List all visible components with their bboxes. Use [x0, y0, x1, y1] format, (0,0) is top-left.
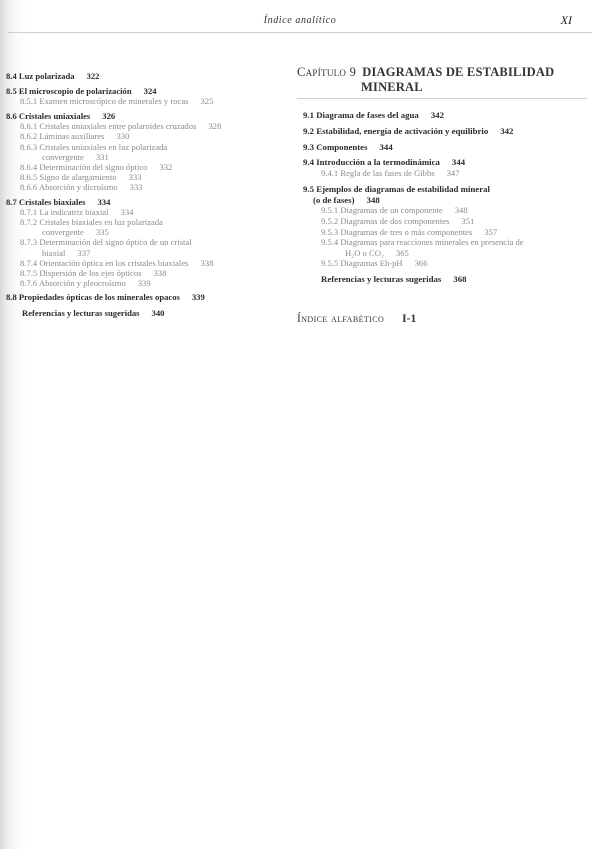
left-column-toc	[6, 66, 282, 318]
references-entry	[297, 275, 587, 284]
toc-entry	[297, 169, 587, 178]
toc-entry	[6, 208, 282, 217]
toc-entry	[6, 173, 282, 182]
entry-label: 8.6.4 Determinación del signo óptico	[20, 161, 148, 172]
entry-page: 335	[95, 227, 109, 238]
entry-label: 9.5.4 Diagramas para reacciones minerales en presencia de	[321, 237, 524, 248]
entry-label: 9.4.1 Regla de las fases de Gibbs	[321, 168, 435, 179]
toc-entry	[6, 183, 282, 192]
entry-page: 366	[414, 258, 428, 269]
entry-page: 342	[430, 110, 445, 120]
references-entry	[6, 309, 282, 318]
entry-label: 9.5.1 Diagramas de un componente	[321, 205, 443, 216]
toc-entry	[6, 293, 282, 302]
entry-label: 8.6.3 Cristales uniaxiales en luz polarizada	[20, 141, 168, 152]
entry-label: 8.6.5 Signo de alargamiento	[20, 171, 117, 182]
toc-entry	[6, 198, 282, 207]
entry-label: 8.5 El microscopio de polarización	[6, 85, 132, 96]
entry-page: 368	[453, 273, 467, 284]
toc-entry	[6, 112, 282, 121]
entry-label: 9.5.3 Diagramas de tres o más componentes	[321, 226, 473, 237]
entry-page: 334	[120, 207, 134, 218]
toc-entry	[297, 158, 587, 167]
toc-entry	[6, 269, 282, 278]
toc-entry	[6, 218, 282, 237]
entry-page: 339	[137, 277, 151, 288]
header-divider	[8, 32, 592, 33]
toc-entry	[297, 185, 587, 205]
entry-page: 324	[143, 85, 157, 96]
entry-page: 365	[395, 247, 409, 258]
entry-continuation: convergente 335	[42, 227, 109, 238]
entry-label: 8.7.2 Cristales biaxiales en luz polarizada	[20, 217, 163, 228]
chapter-number: Capítulo 9	[297, 65, 357, 79]
toc-entry	[6, 143, 282, 162]
toc-entry	[6, 163, 282, 172]
entry-continuation: biaxial 337	[42, 247, 91, 258]
toc-entry	[6, 259, 282, 268]
entry-label: Referencias y lecturas sugeridas	[321, 273, 442, 284]
entry-label: 8.7.6 Absorción y pleocroísmo	[20, 277, 126, 288]
entry-page: 357	[484, 226, 498, 237]
toc-entry	[6, 279, 282, 288]
entry-label: 8.6.1 Cristales uniaxiales entre polaroides cruzados	[20, 121, 197, 132]
entry-label: 8.6.2 Láminas auxiliares	[20, 131, 105, 142]
toc-entry	[297, 217, 587, 226]
entry-label: 8.6.6 Absorción y dicroísmo	[20, 181, 118, 192]
entry-continuation: (o de fases) 348	[313, 194, 380, 205]
entry-page: 326	[102, 110, 116, 121]
entry-page: 332	[159, 161, 173, 172]
entry-label: 8.5.1 Examen microscópico de minerales y rocas	[20, 96, 189, 107]
entry-page: 347	[446, 168, 460, 179]
entry-label: 8.7 Cristales biaxiales	[6, 196, 86, 207]
entry-page: 338	[153, 267, 167, 278]
entry-label: 9.5 Ejemplos de diagramas de estabilidad mineral	[303, 183, 490, 194]
toc-entry	[6, 72, 282, 81]
entry-label: 9.5.5 Diagramas Eh-pH	[321, 258, 403, 269]
entry-label: 8.7.3 Determinación del signo óptico de un cristal	[20, 237, 192, 248]
entry-page: 342	[500, 125, 514, 136]
entry-page: 340	[151, 307, 165, 318]
toc-entry	[6, 97, 282, 106]
toc-entry	[297, 143, 587, 152]
entry-page: 330	[116, 131, 130, 142]
chapter-divider	[297, 98, 587, 99]
entry-label: 9.3 Componentes	[303, 141, 368, 152]
toc-entry	[297, 259, 587, 268]
toc-entry	[6, 122, 282, 131]
entry-page: 333	[128, 171, 142, 182]
entry-continuation: H₂O o CO₂ 365	[345, 247, 409, 258]
entry-label: 8.7.5 Dispersión de los ejes ópticos	[20, 267, 142, 278]
right-column-toc	[297, 66, 587, 325]
index-label: Índice alfabético	[297, 312, 385, 325]
entry-page: 322	[86, 71, 100, 81]
toc-entry	[297, 228, 587, 237]
entry-continuation: convergente 331	[42, 151, 109, 162]
entry-page: 348	[366, 194, 380, 205]
entry-label: Referencias y lecturas sugeridas	[22, 307, 140, 318]
chapter-entries	[297, 111, 587, 284]
entry-page: 339	[191, 292, 205, 303]
toc-entry	[297, 127, 587, 136]
entry-label: 9.5.2 Diagramas de dos componentes	[321, 215, 450, 226]
entry-page: 338	[200, 257, 214, 268]
toc-entry	[297, 111, 587, 120]
index-page: I-1	[402, 312, 417, 325]
running-header-page-number: XI	[560, 13, 572, 27]
toc-entry	[297, 206, 587, 215]
entry-label: 8.7.1 La indicatriz biaxial	[20, 207, 109, 218]
entry-label: 9.1 Diagrama de fases del agua	[303, 110, 419, 120]
entry-page: 328	[208, 121, 222, 132]
entry-page: 351	[461, 215, 475, 226]
entry-page: 334	[97, 196, 111, 207]
toc-entry	[297, 238, 587, 257]
index-entry	[297, 314, 587, 326]
entry-label: 8.4 Luz polarizada	[6, 71, 75, 81]
toc-entry	[6, 87, 282, 96]
entry-page: 344	[451, 157, 466, 168]
chapter-title-line2: MINERAL	[361, 79, 423, 94]
entry-page: 331	[95, 151, 109, 162]
entry-label: 9.2 Estabilidad, energía de activación y equilibrio	[303, 125, 489, 136]
entry-page: 337	[77, 247, 91, 258]
toc-entry	[6, 132, 282, 141]
entry-page: 344	[379, 141, 393, 152]
chapter-heading	[297, 66, 587, 93]
entry-page: 325	[200, 96, 214, 107]
entry-page: 348	[454, 205, 468, 216]
toc-entry	[6, 238, 282, 257]
entry-label: 8.8 Propiedades ópticas de los minerales opacos	[6, 292, 180, 303]
entry-label: 8.7.4 Orientación óptica en los cristales biaxiales	[20, 257, 189, 268]
entry-label: 8.6 Cristales uniaxiales	[6, 110, 91, 121]
entry-page: 333	[129, 181, 143, 192]
chapter-title-line1: DIAGRAMAS DE ESTABILIDAD	[362, 65, 555, 79]
running-header-title: Índice analítico	[263, 15, 337, 26]
entry-label: 9.4 Introducción a la termodinámica	[303, 157, 440, 168]
